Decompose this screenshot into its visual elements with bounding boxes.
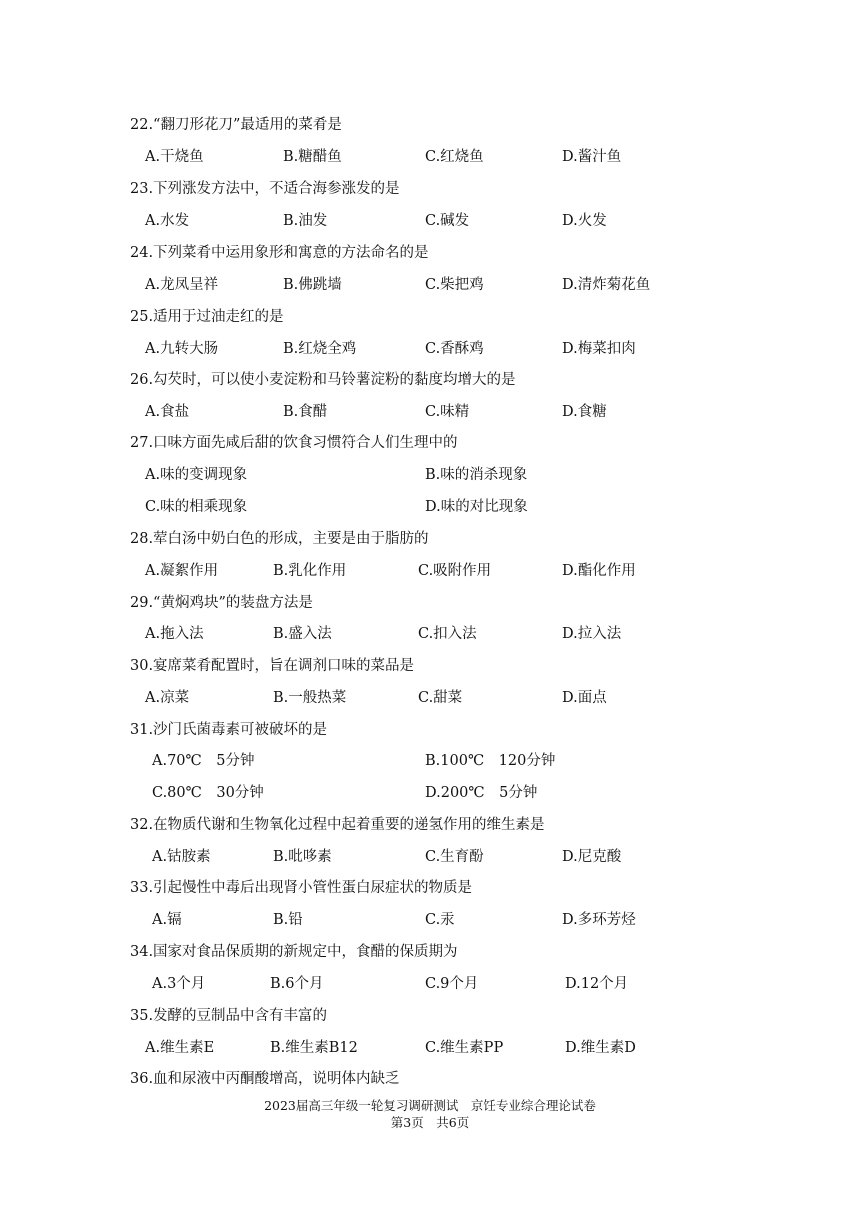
option-a: A.九转大肠 [145, 341, 219, 357]
option-b: B.乳化作用 [273, 563, 347, 579]
option-d: D.200℃ 5分钟 [425, 785, 538, 801]
option-a: A.维生素E [145, 1040, 215, 1056]
question-29: 29.“黄焖鸡块”的装盘方法是 [130, 595, 313, 611]
question-26: 26.勾芡时，可以使小麦淀粉和马铃薯淀粉的黏度均增大的是 [130, 372, 516, 388]
question-32: 32.在物质代谢和生物氧化过程中起着重要的递氢作用的维生素是 [130, 817, 545, 833]
option-b: B.味的消杀现象 [425, 467, 528, 483]
option-a: A.3个月 [152, 976, 206, 992]
option-c: C.生育酚 [425, 849, 484, 865]
option-a: A.龙凤呈祥 [145, 277, 219, 293]
option-c: C.碱发 [425, 213, 470, 229]
question-28: 28.荤白汤中奶白色的形成，主要是由于脂肪的 [130, 531, 429, 547]
option-d: D.面点 [562, 690, 607, 706]
question-25: 25.适用于过油走红的是 [130, 309, 284, 325]
option-a: A.干烧鱼 [145, 149, 204, 165]
option-c: C.80℃ 30分钟 [152, 785, 264, 801]
option-d: D.味的对比现象 [425, 499, 528, 515]
option-a: A.钴胺素 [152, 849, 211, 865]
option-d: D.拉入法 [562, 626, 622, 642]
option-b: B.佛跳墙 [283, 277, 342, 293]
option-d: D.火发 [562, 213, 607, 229]
option-d: D.清炸菊花鱼 [562, 277, 651, 293]
option-d: D.食糖 [562, 404, 607, 420]
option-a: A.凝絮作用 [145, 563, 219, 579]
option-b: B.糖醋鱼 [283, 149, 342, 165]
footer-exam-title: 2023届高三年级一轮复习调研测试 京饪专业综合理论试卷 [264, 1098, 596, 1113]
option-b: B.6个月 [270, 976, 324, 992]
question-30: 30.宴席菜肴配置时，旨在调剂口味的菜品是 [130, 658, 415, 674]
option-a: A.凉菜 [145, 690, 190, 706]
question-34: 34.国家对食品保质期的新规定中，食醋的保质期为 [130, 944, 458, 960]
option-c: C.红烧鱼 [425, 149, 484, 165]
question-33: 33.引起慢性中毒后出现肾小管性蛋白尿症状的物质是 [130, 880, 473, 896]
option-b: B.红烧全鸡 [283, 341, 357, 357]
option-c: C.9个月 [425, 976, 479, 992]
option-b: B.盛入法 [273, 626, 332, 642]
option-d: D.维生素D [565, 1040, 636, 1056]
option-c: C.味精 [425, 404, 470, 420]
option-c: C.汞 [425, 912, 455, 928]
option-a: A.镉 [152, 912, 182, 928]
option-b: B.油发 [283, 213, 328, 229]
option-c: C.甜菜 [418, 690, 463, 706]
question-24: 24.下列菜肴中运用象形和寓意的方法命名的是 [130, 245, 429, 261]
footer-page-number: 第3页 共6页 [390, 1115, 470, 1130]
option-c: C.柴把鸡 [425, 277, 484, 293]
option-b: B.食醋 [283, 404, 328, 420]
option-d: D.梅菜扣肉 [562, 341, 636, 357]
option-a: A.70℃ 5分钟 [152, 753, 255, 769]
option-d: D.12个月 [565, 976, 629, 992]
question-35: 35.发酵的豆制品中含有丰富的 [130, 1008, 328, 1024]
option-c: C.味的相乘现象 [145, 499, 248, 515]
question-36: 36.血和尿液中丙酮酸增高，说明体内缺乏 [130, 1071, 400, 1087]
option-c: C.吸附作用 [418, 563, 492, 579]
option-d: D.多环芳烃 [562, 912, 636, 928]
option-b: B.100℃ 120分钟 [425, 753, 556, 769]
question-22: 22.“翻刀形花刀”最适用的菜肴是 [130, 117, 342, 133]
option-b: B.吡哆素 [273, 849, 332, 865]
option-b: B.维生素B12 [270, 1040, 358, 1056]
option-a: A.拖入法 [145, 626, 204, 642]
option-a: A.食盐 [145, 404, 190, 420]
question-27: 27.口味方面先咸后甜的饮食习惯符合人们生理中的 [130, 435, 458, 451]
option-b: B.一般热菜 [273, 690, 347, 706]
option-d: D.酯化作用 [562, 563, 636, 579]
option-c: C.香酥鸡 [425, 341, 484, 357]
option-c: C.维生素PP [425, 1040, 504, 1056]
option-a: A.水发 [145, 213, 190, 229]
option-b: B.铅 [273, 912, 303, 928]
question-31: 31.沙门氏菌毒素可被破坏的是 [130, 722, 328, 738]
option-d: D.尼克酸 [562, 849, 622, 865]
option-a: A.味的变调现象 [145, 467, 248, 483]
option-d: D.酱汁鱼 [562, 149, 622, 165]
option-c: C.扣入法 [418, 626, 477, 642]
question-23: 23.下列涨发方法中，不适合海参涨发的是 [130, 181, 400, 197]
